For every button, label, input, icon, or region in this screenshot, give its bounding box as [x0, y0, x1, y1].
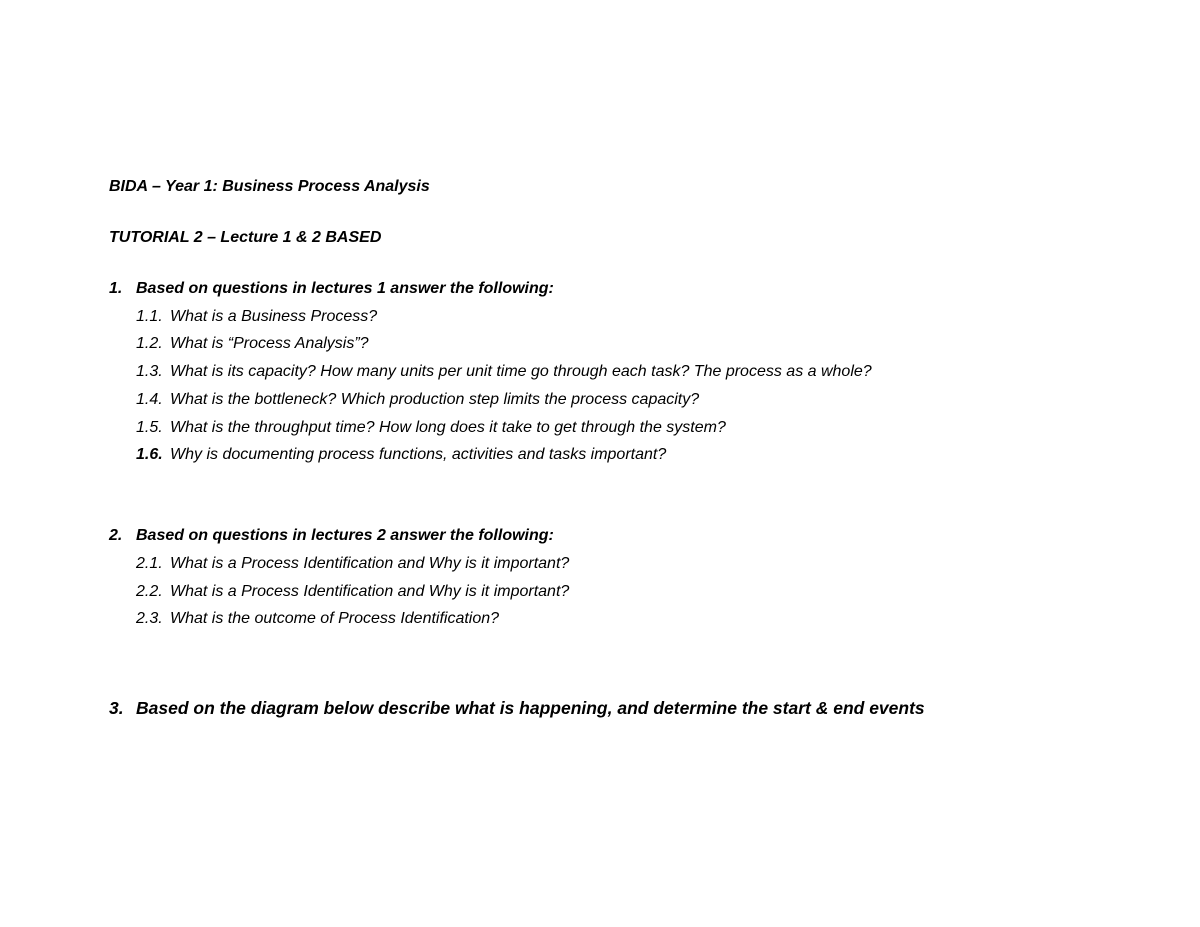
subquestion-2-1: [136, 554, 569, 574]
subquestion-number: 2.3.: [136, 610, 163, 627]
subquestion-number: 1.6.: [136, 446, 163, 463]
subquestion-2-3: [136, 609, 499, 629]
subquestion-text: What is the bottleneck? Which production step limits the process capacity?: [170, 391, 700, 408]
subquestion-text: What is a Process Identification and Why is it important?: [170, 583, 570, 600]
subquestion-text: What is the throughput time? How long does it take to get through the system?: [170, 419, 726, 436]
subquestion-text: What is “Process Analysis”?: [170, 335, 369, 352]
subquestion-2-2: [136, 582, 569, 602]
subquestion-number: 1.4.: [136, 391, 163, 408]
subquestion-1-6: [136, 445, 666, 465]
question-number: 3.: [109, 698, 124, 718]
subquestion-number: 1.3.: [136, 363, 163, 380]
subquestion-text: What is its capacity? How many units per unit time go through each task? The process as a whole?: [170, 363, 872, 380]
subquestion-number: 1.2.: [136, 335, 163, 352]
question-number: 1.: [109, 280, 123, 297]
course-title: BIDA – Year 1: Business Process Analysis: [109, 178, 430, 195]
subquestion-1-1: [136, 307, 377, 327]
subquestion-1-4: [136, 390, 699, 410]
subquestion-text: Why is documenting process functions, activities and tasks important?: [170, 446, 667, 463]
subquestion-number: 1.5.: [136, 419, 163, 436]
question-text: Based on questions in lectures 2 answer the following:: [136, 527, 554, 544]
question-text: Based on the diagram below describe what is happening, and determine the start & end events: [136, 698, 925, 718]
subquestion-text: What is a Process Identification and Why is it important?: [170, 555, 570, 572]
subquestion-1-5: [136, 418, 726, 438]
subquestion-text: What is the outcome of Process Identification?: [170, 610, 500, 627]
subquestion-1-2: [136, 334, 369, 354]
tutorial-title: TUTORIAL 2 – Lecture 1 & 2 BASED: [109, 229, 382, 246]
question-text: Based on questions in lectures 1 answer the following:: [136, 280, 554, 297]
subquestion-number: 2.1.: [136, 555, 163, 572]
subquestion-number: 2.2.: [136, 583, 163, 600]
subquestion-text: What is a Business Process?: [170, 308, 378, 325]
question-number: 2.: [109, 527, 123, 544]
subquestion-1-3: [136, 362, 872, 382]
subquestion-number: 1.1.: [136, 308, 163, 325]
